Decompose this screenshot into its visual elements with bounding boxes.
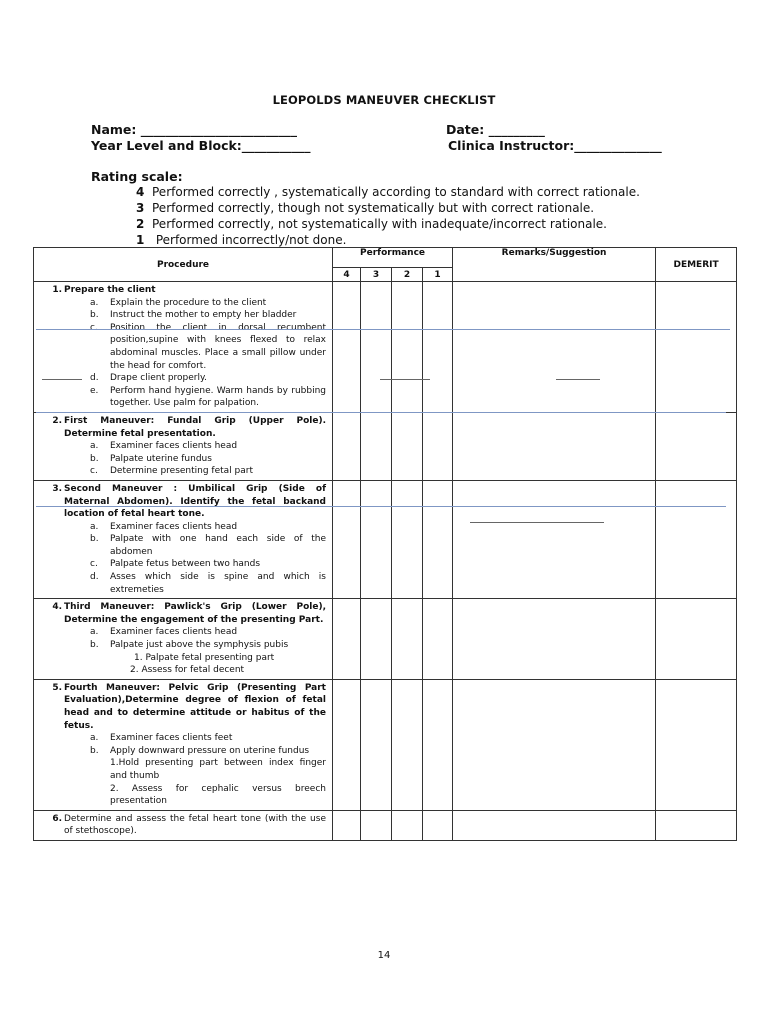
remarks-cell[interactable] [453,412,656,480]
demerit-cell[interactable] [656,810,737,840]
remarks-cell[interactable] [453,480,656,598]
procedure-cell [34,679,333,810]
score-header-4: 4 [333,268,361,282]
rating-row-3 [136,201,594,215]
step-heading [52,601,326,626]
score-3-cell[interactable] [361,282,392,413]
demerit-cell[interactable] [656,679,737,810]
date-field[interactable]: Date: _________ [446,122,545,137]
item-text: Asses which side is spine and which is extremeties [110,572,326,595]
item-text: Palpate just above the symphysis pubis [110,640,289,651]
scan-line [556,379,600,380]
rating-row-4 [136,185,640,199]
rating-text: Performed incorrectly/not done. [152,233,347,247]
step-title: Third Maneuver: Pawlick's Grip (Lower Pole), Determine the engagement of the presenting Part. [64,602,326,625]
item-letter: e. [90,385,99,396]
item-letter: b. [90,640,99,651]
score-2-cell[interactable] [392,810,423,840]
procedure-cell [34,282,333,413]
step-number: 1. [52,285,62,295]
score-3-cell[interactable] [361,679,392,810]
item-letter: c. [90,466,98,477]
list-item [64,558,326,571]
item-text: Position the client in dorsal recumbent position,supine with knees flexed to relax abdominal muscles. Place a small pillow under the head for comfort. [110,322,326,371]
item-letter: c. [90,322,98,333]
item-text: Explain the procedure to the client [110,297,267,308]
step-title: Fourth Maneuver: Pelvic Grip (Presenting Part Evaluation),Determine degree of flexion of fetal head and to determine attitude or habitus of the fetus. [64,682,326,731]
list-item [64,297,326,310]
score-2-cell[interactable] [392,679,423,810]
score-4-cell[interactable] [333,679,361,810]
item-letter: a. [90,297,99,308]
demerit-cell[interactable] [656,480,737,598]
remarks-header: Remarks/Suggestion [453,248,656,282]
step-heading [52,284,326,297]
score-3-cell[interactable] [361,412,392,480]
procedure-header: Procedure [34,248,333,282]
score-1-cell[interactable] [423,282,453,413]
score-1-cell[interactable] [423,599,453,680]
score-header-2: 2 [392,268,423,282]
list-item [64,639,326,652]
rating-score: 4 [136,185,145,199]
step-title: Second Maneuver : Umbilical Grip (Side of Maternal Abdomen). Identify the fetal backand location of fetal heart tone. [64,483,326,520]
rating-score: 1 [136,233,145,247]
scan-line [380,379,430,380]
procedure-cell [34,599,333,680]
sub-step: 1. Palpate fetal presenting part [134,652,275,663]
score-2-cell[interactable] [392,480,423,598]
item-letter: d. [90,373,99,384]
step-number: 6. [52,813,62,824]
scan-line [470,522,604,523]
rating-text: Performed correctly , systematically according to standard with correct rationale. [152,185,640,199]
list-item [64,440,326,453]
score-4-cell[interactable] [333,480,361,598]
step-heading [52,682,326,732]
table-row [34,679,737,810]
item-text: Examiner faces clients feet [110,733,233,744]
item-letter: b. [90,453,99,464]
item-letter: b. [90,745,99,756]
list-item [64,372,326,385]
checklist-body [34,282,737,841]
item-text: Examiner faces clients head [110,441,238,452]
sub-step: 1.Hold presenting part between index finger and thumb [110,758,326,781]
remarks-cell[interactable] [453,810,656,840]
performance-header: Performance [333,248,453,268]
procedure-cell [34,412,333,480]
score-4-cell[interactable] [333,599,361,680]
step-number: 4. [52,602,62,613]
demerit-cell[interactable] [656,282,737,413]
remarks-cell[interactable] [453,282,656,413]
step-title: Determine and assess the fetal heart tone (with the use of stethoscope). [64,813,326,837]
rating-score: 2 [136,217,145,231]
step-number: 5. [52,682,62,693]
rating-score: 3 [136,201,145,215]
scan-line [42,379,82,380]
rating-scale-title: Rating scale: [91,169,183,184]
step-heading [52,483,326,521]
remarks-cell[interactable] [453,679,656,810]
item-text: Palpate with one hand each side of the abdomen [110,534,326,557]
list-item [64,732,326,745]
sub-step: 2. Assess for fetal decent [130,665,245,676]
item-letter: b. [90,534,99,545]
score-header-3: 3 [361,268,392,282]
table-row [34,599,737,680]
item-text: Palpate fetus between two hands [110,559,261,570]
score-4-cell[interactable] [333,810,361,840]
list-item [64,745,326,758]
list-item [64,571,326,596]
list-item [64,309,326,322]
list-item [64,465,326,478]
table-row [34,480,737,598]
checklist-table [33,247,737,841]
procedure-cell [34,810,333,840]
rating-row-1 [136,233,346,247]
step-number: 3. [52,483,62,494]
year-level-field[interactable]: Year Level and Block:___________ [91,138,311,153]
score-2-cell[interactable] [392,282,423,413]
item-text: Examiner faces clients head [110,521,238,532]
rating-text: Performed correctly, though not systematically but with correct rationale. [152,201,595,215]
score-2-cell[interactable] [392,412,423,480]
item-letter: a. [90,733,99,744]
score-3-cell[interactable] [361,810,392,840]
step-heading [52,415,326,440]
score-3-cell[interactable] [361,599,392,680]
step-title: First Maneuver: Fundal Grip (Upper Pole). Determine fetal presentation. [64,415,326,439]
table-row [34,810,737,840]
procedure-cell [34,480,333,598]
table-row [34,412,737,480]
item-letter: a. [90,627,99,638]
score-4-cell[interactable] [333,412,361,480]
score-header-1: 1 [423,268,453,282]
item-text: Palpate uterine fundus [110,453,212,464]
rating-row-2 [136,217,607,231]
item-letter: d. [90,572,99,583]
item-text: Instruct the mother to empty her bladder [110,310,297,321]
document-title: LEOPOLDS MANEUVER CHECKLIST [272,93,496,107]
score-1-cell[interactable] [423,480,453,598]
demerit-cell[interactable] [656,412,737,480]
table-row [34,282,737,413]
demerit-cell[interactable] [656,599,737,680]
demerit-header: DEMERIT [656,248,737,282]
item-text: Examiner faces clients head [110,627,238,638]
score-1-cell[interactable] [423,810,453,840]
name-field[interactable]: Name: _________________________ [91,122,297,137]
item-letter: c. [90,559,98,570]
instructor-field[interactable]: Clinica Instructor:______________ [448,138,662,153]
list-item [64,385,326,410]
step-number: 2. [52,415,62,426]
score-1-cell[interactable] [423,412,453,480]
score-3-cell[interactable] [361,480,392,598]
list-item [64,453,326,466]
step-heading [52,813,326,838]
scan-line [36,329,730,330]
list-item [64,533,326,558]
item-text: Determine presenting fetal part [110,466,254,477]
score-2-cell[interactable] [392,599,423,680]
item-letter: a. [90,521,99,532]
item-text: Perform hand hygiene. Warm hands by rubbing together. Use palm for palpation. [110,385,326,409]
step-title: Prepare the client [64,285,156,295]
scan-line [36,412,726,413]
scan-line [36,506,726,507]
list-item [64,521,326,534]
item-letter: b. [90,310,99,321]
item-letter: a. [90,441,99,452]
score-1-cell[interactable] [423,679,453,810]
rating-text: Performed correctly, not systematically with inadequate/incorrect rationale. [152,217,607,231]
item-text: Apply downward pressure on uterine fundus [110,745,310,756]
item-text: Drape client properly. [110,373,207,384]
list-item [64,626,326,639]
score-4-cell[interactable] [333,282,361,413]
remarks-cell[interactable] [453,599,656,680]
page-number: 14 [377,950,391,961]
sub-step: 2. Assess for cephalic versus breech presentation [110,783,326,807]
